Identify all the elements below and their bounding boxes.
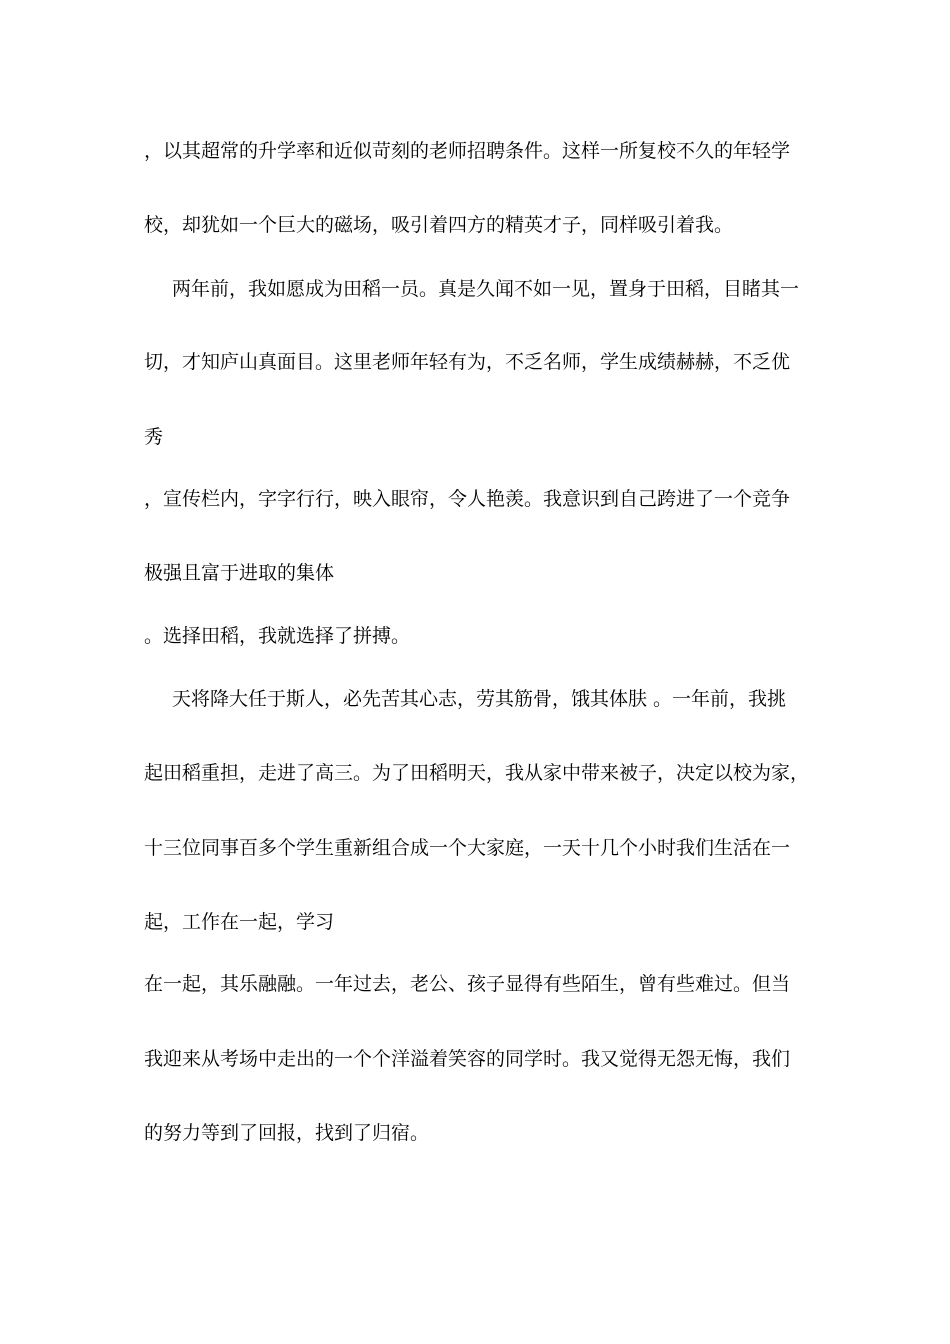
text-line: 十三位同事百多个学生重新组合成一个大家庭，一天十几个小时我们生活在一 bbox=[144, 837, 791, 859]
text-line: ，以其超常的升学率和近似苛刻的老师招聘条件。这样一所复校不久的年轻学 bbox=[144, 140, 791, 162]
paragraph-start-line: 天将降大任于斯人，必先苦其心志，劳其筋骨，饿其体肤 。一年前，我挑 bbox=[172, 688, 787, 710]
text-line: 秀 bbox=[144, 426, 164, 448]
text-line: 。选择田稻，我就选择了拼搏。 bbox=[144, 625, 411, 647]
text-line: 起田稻重担，走进了高三。为了田稻明天，我从家中带来被子，决定以校为家， bbox=[144, 762, 810, 784]
text-line: 我迎来从考场中走出的一个个洋溢着笑容的同学时。我又觉得无怨无悔，我们 bbox=[144, 1048, 791, 1070]
text-line: 在一起，其乐融融。一年过去，老公、孩子显得有些陌生，曾有些难过。但当 bbox=[144, 973, 791, 995]
text-line: ，宣传栏内，字字行行，映入眼帘，令人艳羡。我意识到自己跨进了一个竞争 bbox=[144, 488, 791, 510]
paragraph-start-line: 两年前，我如愿成为田稻一员。真是久闻不如一见，置身于田稻，目睹其一 bbox=[172, 278, 800, 300]
text-line: 极强且富于进取的集体 bbox=[144, 562, 335, 584]
text-line: 起，工作在一起，学习 bbox=[144, 911, 335, 933]
text-line: 的努力等到了回报，找到了归宿。 bbox=[144, 1122, 430, 1144]
text-line: 切，才知庐山真面目。这里老师年轻有为，不乏名师，学生成绩赫赫，不乏优 bbox=[144, 351, 791, 373]
text-line: 校，却犹如一个巨大的磁场，吸引着四方的精英才子，同样吸引着我。 bbox=[144, 214, 734, 236]
